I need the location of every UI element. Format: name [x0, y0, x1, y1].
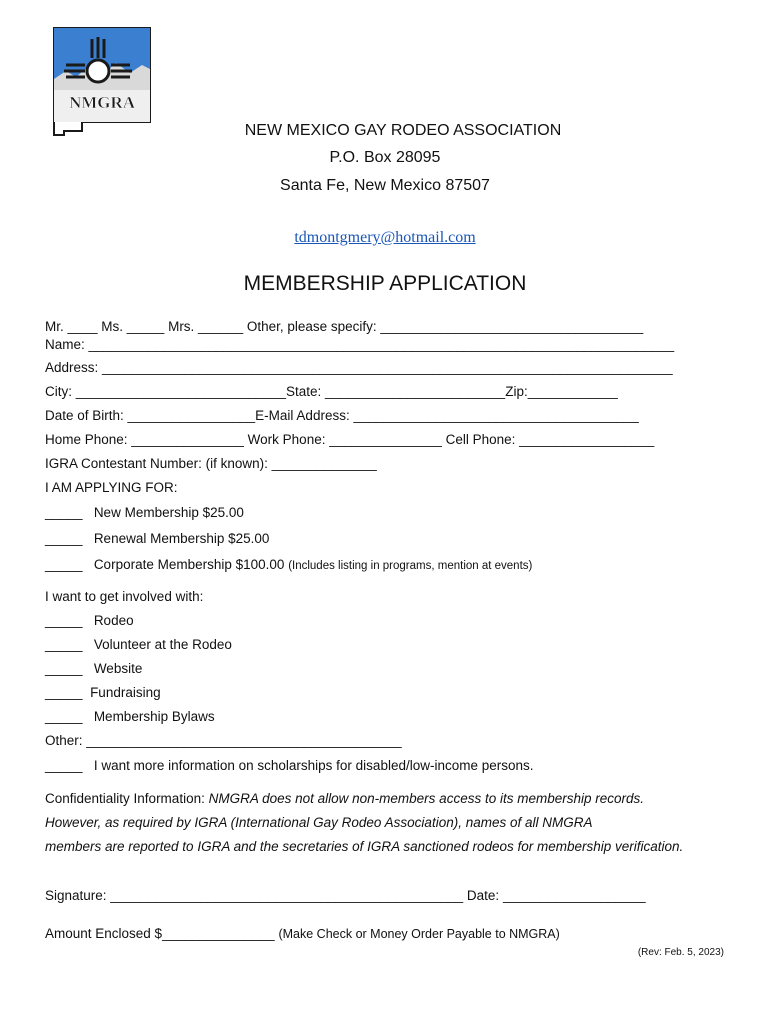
scholarship-option[interactable] [45, 758, 534, 773]
signature-date-line[interactable]: Signature: _______________________________________________ Date: ___________________ [45, 888, 646, 903]
involvement-option-website[interactable] [45, 661, 142, 676]
option-label: I want more information on scholarships for disabled/low-income persons. [93, 758, 534, 773]
involvement-option-bylaws[interactable] [45, 709, 215, 724]
option-blank: _____ [45, 661, 83, 676]
involved-label: I want to get involved with: [45, 589, 204, 604]
involvement-option-rodeo[interactable] [45, 613, 134, 628]
option-blank: _____ [45, 613, 83, 628]
address-line[interactable]: Address: ____________________________________________________________________________ [45, 360, 673, 375]
option-label: Fundraising [90, 685, 161, 700]
po-box: P.O. Box 28095 [329, 149, 441, 166]
amount-enclosed: Amount Enclosed $_______________ [45, 926, 275, 941]
city-state-zip: Santa Fe, New Mexico 87507 [280, 177, 490, 194]
city-state-zip-line[interactable]: City: ____________________________State: ________________________Zip:____________ [45, 384, 618, 399]
email-link[interactable]: tdmontgmery@hotmail.com [294, 229, 476, 246]
confidentiality-text: NMGRA does not allow non-members access to its membership records. [208, 791, 645, 806]
svg-text:NMGRA: NMGRA [68, 93, 136, 112]
confidentiality-line-2: However, as required by IGRA (International Gay Rodeo Association), names of all NMGRA [45, 815, 593, 830]
igra-number-line[interactable]: IGRA Contestant Number: (if known): ______________ [45, 456, 377, 471]
involvement-option-fundraising[interactable] [45, 685, 161, 700]
option-blank: _____ [45, 557, 83, 572]
involvement-option-volunteer[interactable] [45, 637, 232, 652]
confidentiality-line-3: members are reported to IGRA and the secretaries of IGRA sanctioned rodeos for membership verification. [45, 839, 684, 854]
option-blank: _____ [45, 505, 83, 520]
option-label: Corporate Membership $100.00 [93, 557, 285, 572]
revision-date: (Rev: Feb. 5, 2023) [637, 947, 724, 958]
option-blank: _____ [45, 709, 83, 724]
membership-option-corporate[interactable] [45, 557, 532, 572]
membership-option-renewal[interactable] [45, 531, 269, 546]
confidentiality-label: Confidentiality Information: [45, 791, 209, 806]
nmgra-logo [52, 27, 153, 137]
option-label: Volunteer at the Rodeo [93, 637, 232, 652]
org-name: NEW MEXICO GAY RODEO ASSOCIATION [244, 122, 562, 139]
option-label: Membership Bylaws [93, 709, 215, 724]
amount-enclosed-line[interactable] [45, 926, 560, 941]
option-blank: _____ [45, 531, 83, 546]
option-note: (Includes listing in programs, mention at events) [288, 560, 533, 572]
salutation-line[interactable]: Mr. ____ Ms. _____ Mrs. ______ Other, please specify: ___________________________________ [45, 319, 644, 334]
applying-for-label: I AM APPLYING FOR: [45, 480, 178, 495]
other-line[interactable]: Other: __________________________________________ [45, 733, 402, 748]
phone-line[interactable]: Home Phone: _______________ Work Phone: _______________ Cell Phone: __________________ [45, 432, 655, 447]
option-label: Website [93, 661, 143, 676]
option-label: Renewal Membership $25.00 [93, 531, 270, 546]
option-label: Rodeo [93, 613, 134, 628]
name-line[interactable]: Name: ______________________________________________________________________________ [45, 337, 675, 352]
option-blank: _____ [45, 758, 83, 773]
option-blank: _____ [45, 637, 83, 652]
payable-note: (Make Check or Money Order Payable to NMGRA) [278, 927, 560, 941]
dob-email-line[interactable]: Date of Birth: _________________E-Mail Address: ______________________________________ [45, 408, 639, 423]
membership-option-new[interactable] [45, 505, 244, 520]
option-label: New Membership $25.00 [93, 505, 244, 520]
page-title: MEMBERSHIP APPLICATION [243, 272, 527, 295]
confidentiality-line-1 [45, 791, 644, 806]
option-blank: _____ [45, 685, 83, 700]
